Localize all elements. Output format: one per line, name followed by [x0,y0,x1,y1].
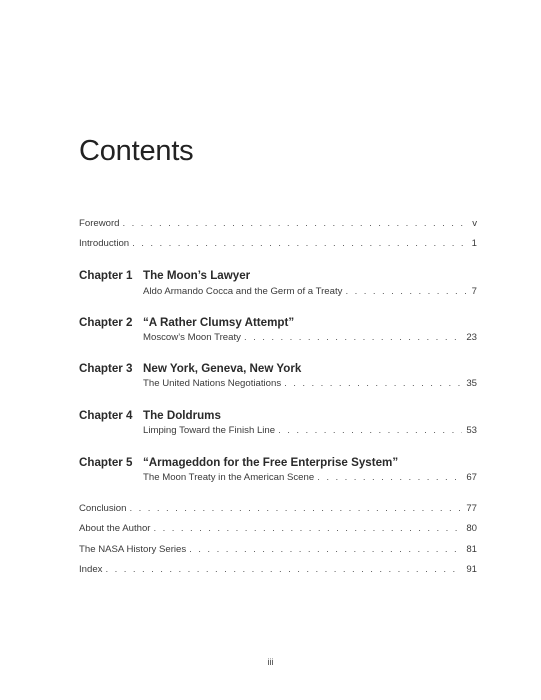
chapter-number: Chapter 4 [79,409,133,422]
chapter-number: Chapter 5 [79,456,133,469]
toc-entry-chapter-5[interactable] [143,472,477,484]
toc-entry-nasa-history-series[interactable] [79,544,477,556]
dot-leader [189,544,462,556]
chapter-number: Chapter 3 [79,362,133,375]
chapter-subtitle: Aldo Armando Cocca and the Germ of a Treaty [143,286,343,297]
toc-entry-foreword[interactable] [79,218,477,230]
dot-leader [244,332,462,344]
dot-leader [129,503,462,515]
toc-entry-label: Foreword [79,218,120,229]
toc-entry-about-the-author[interactable] [79,523,477,535]
toc-page-number: 35 [466,378,477,389]
chapter-subtitle: Limping Toward the Finish Line [143,425,276,436]
toc-entry-label: The NASA History Series [79,544,187,555]
toc-entry-conclusion[interactable] [79,503,477,515]
dot-leader [105,564,462,576]
dot-leader [284,378,462,390]
chapter-title[interactable]: The Doldrums [143,409,221,422]
toc-entry-chapter-3[interactable] [143,378,477,390]
toc-page-number: 1 [471,238,477,249]
dot-leader [345,286,467,298]
toc-entry-label: About the Author [79,523,151,534]
chapter-title[interactable]: New York, Geneva, New York [143,362,302,375]
chapter-subtitle: The Moon Treaty in the American Scene [143,472,315,483]
chapter-number: Chapter 1 [79,269,133,282]
toc-entry-label: Conclusion [79,503,127,514]
toc-entry-chapter-1[interactable] [143,286,477,298]
dot-leader [153,523,462,535]
page-number-folio: iii [267,657,274,667]
toc-entry-index[interactable] [79,564,477,576]
chapter-title[interactable]: The Moon’s Lawyer [143,269,251,282]
toc-entry-chapter-2[interactable] [143,332,477,344]
toc-entry-label: Introduction [79,238,130,249]
chapter-title[interactable]: “Armageddon for the Free Enterprise System” [143,456,399,469]
chapter-subtitle: The United Nations Negotiations [143,378,282,389]
toc-page-number: 80 [466,523,477,534]
chapter-number: Chapter 2 [79,316,133,329]
chapter-subtitle: Moscow’s Moon Treaty [143,332,241,343]
toc-page-number: 53 [466,425,477,436]
toc-entry-chapter-4[interactable] [143,425,477,437]
toc-page-number: 91 [466,564,477,575]
toc-entry-label: Index [79,564,103,575]
toc-page-number: 67 [466,472,477,483]
dot-leader [132,238,468,250]
toc-page-number: 81 [466,544,477,555]
dot-leader [317,472,462,484]
toc-page-number: 23 [466,332,477,343]
toc-entry-introduction[interactable] [79,238,477,250]
page-title: Contents [79,135,194,167]
toc-page-number: 7 [471,286,477,297]
toc-page-number: 77 [466,503,477,514]
chapter-title[interactable]: “A Rather Clumsy Attempt” [143,316,295,329]
dot-leader [278,425,462,437]
toc-page-number: v [472,218,477,229]
dot-leader [123,218,469,230]
